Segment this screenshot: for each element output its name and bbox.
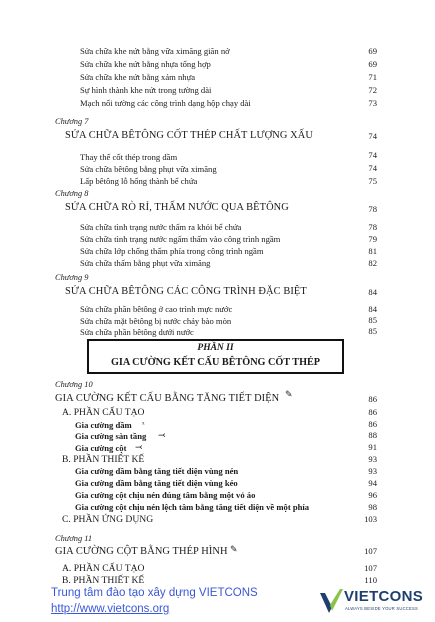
toc-entry-page: 75: [368, 176, 377, 186]
chapter-label: Chương 9: [55, 273, 89, 282]
handwritten-mark-icon: ✎: [230, 544, 238, 554]
toc-entry-page: 98: [368, 502, 377, 512]
toc-entry-page: 84: [368, 304, 377, 314]
chapter-heading: SỬA CHỮA BÊTÔNG CỐT THÉP CHẤT LƯỢNG XẤU: [65, 130, 313, 141]
chapter-label: Chương 7: [55, 117, 89, 126]
toc-entry-page: 91: [368, 442, 377, 452]
section-heading: B. PHẦN THIẾT KẾ: [62, 575, 145, 586]
toc-entry-text: Sửa chữa khe nứt bằng nhựa tổng hợp: [80, 59, 211, 69]
footer-org-link[interactable]: Trung tâm đào tạo xây dựng VIETCONS: [51, 587, 258, 599]
chapter-heading: GIA CƯỜNG CỘT BẰNG THÉP HÌNH: [55, 546, 228, 557]
toc-entry-page: 94: [368, 478, 377, 488]
toc-entry-text: Sửa chữa bêtông bằng phụt vữa ximăng: [80, 164, 217, 174]
toc-entry-page: 110: [364, 575, 377, 585]
toc-entry-page: 78: [368, 222, 377, 232]
toc-entry-page: 71: [368, 72, 377, 82]
chapter-heading: GIA CƯỜNG KẾT CẤU BẰNG TĂNG TIẾT DIỆN: [55, 393, 280, 404]
toc-entry-text: Sửa chữa phần bêtông dưới nước: [80, 327, 194, 337]
toc-entry-page: 74: [368, 163, 377, 173]
handwritten-mark-icon: ⤙: [158, 430, 166, 440]
toc-entry-text: Thay thế cốt thép trong dầm: [80, 152, 178, 162]
chapter-label: Chương 8: [55, 189, 89, 198]
part-title-box: [87, 339, 344, 374]
toc-entry-page: 93: [368, 466, 377, 476]
section-heading: C. PHẦN ỨNG DỤNG: [62, 514, 154, 525]
toc-entry-page: 86: [368, 419, 377, 429]
part-title: GIA CƯỜNG KẾT CẤU BÊTÔNG CỐT THÉP: [110, 357, 321, 368]
toc-entry-page: 84: [368, 287, 377, 297]
footer-url-link[interactable]: http://www.vietcons.org: [51, 603, 170, 615]
toc-entry-page: 103: [364, 514, 377, 524]
toc-entry-text: Sửa chữa thấm bằng phụt vữa ximăng: [80, 258, 211, 268]
toc-entry-text: Sửa chữa phần bêtông ở cao trình mực nước: [80, 304, 233, 314]
toc-entry-text: Sửa chữa khe nứt bằng vữa ximăng giãn nở: [80, 46, 230, 56]
toc-entry-page: 78: [368, 204, 377, 214]
toc-entry-text: Sửa chữa tình trạng nước ngấm thấm vào công trình ngầm: [80, 234, 281, 244]
toc-entry-page: 73: [368, 98, 377, 108]
toc-entry-page: 86: [368, 394, 377, 404]
part-label: PHẦN II: [197, 343, 234, 353]
toc-entry-text: Gia cường dầm bằng tăng tiết diện vùng kéo: [75, 478, 238, 488]
toc-entry-page: 85: [368, 315, 377, 325]
section-heading: B. PHẦN THIẾT KẾ: [62, 454, 145, 465]
toc-entry-page: 86: [368, 407, 377, 417]
toc-entry-text: Sửa chữa tình trạng nước thấm ra khỏi bể chứa: [80, 222, 242, 232]
toc-entry-page: 88: [368, 430, 377, 440]
chapter-heading: SỬA CHỮA BÊTÔNG CÁC CÔNG TRÌNH ĐẶC BIỆT: [65, 286, 307, 297]
toc-entry-text: Gia cường cột chịu nén lệch tâm bằng tăng tiết diện về một phía: [75, 502, 310, 512]
logo-wordmark: VIETCONS: [344, 588, 424, 605]
section-heading: A. PHẦN CẤU TẠO: [62, 563, 145, 574]
toc-entry-text: Gia cường dầm bằng tăng tiết diện vùng nén: [75, 466, 239, 476]
toc-entry-text: Lấp bêtông lỗ hổng thành bể chứa: [80, 176, 198, 186]
toc-entry-text: Mạch nối tường các công trình dạng hộp chạy dài: [80, 98, 251, 108]
toc-entry-page: 79: [368, 234, 377, 244]
handwritten-mark-icon: ✎: [285, 389, 293, 399]
handwritten-mark-icon: ⤙: [135, 442, 143, 452]
toc-entry-text: Gia cường cột chịu nén đúng tâm bằng một vỏ áo: [75, 490, 256, 500]
toc-entry-page: 74: [368, 150, 377, 160]
toc-entry-page: 93: [368, 454, 377, 464]
toc-entry-text: Gia cường dầm: [75, 420, 132, 430]
toc-entry-text: Gia cường sàn tầng: [75, 431, 147, 441]
toc-entry-page: 85: [368, 326, 377, 336]
vietcons-logo: [318, 585, 430, 619]
toc-entry-text: Sửa chữa mặt bêtông bị nước chảy bào mòn: [80, 316, 232, 326]
logo-tagline: ALWAYS BESIDE YOUR SUCCESS: [345, 606, 418, 611]
chapter-label: Chương 11: [55, 534, 93, 543]
toc-entry-text: Gia cường cột: [75, 443, 127, 453]
toc-entry-page: 74: [368, 131, 377, 141]
toc-entry-page: 72: [368, 85, 377, 95]
toc-entry-page: 82: [368, 258, 377, 268]
toc-entry-page: 96: [368, 490, 377, 500]
chapter-label: Chương 10: [55, 380, 93, 389]
toc-entry-page: 81: [368, 246, 377, 256]
chapter-heading: SỬA CHỮA RÒ RỈ, THẤM NƯỚC QUA BÊTÔNG: [65, 202, 289, 213]
handwritten-mark-icon: ˣ: [142, 419, 145, 429]
toc-entry-page: 69: [368, 46, 377, 56]
section-heading: A. PHẦN CẤU TẠO: [62, 407, 145, 418]
toc-entry-page: 69: [368, 59, 377, 69]
toc-entry-page: 107: [364, 563, 377, 573]
toc-entry-text: Sửa chữa lớp chống thấm phía trong công trình ngầm: [80, 246, 264, 256]
vietcons-logo-icon: [318, 587, 344, 617]
toc-entry-text: Sửa chữa khe nứt bằng xảm nhựa: [80, 72, 196, 82]
toc-entry-page: 107: [364, 546, 377, 556]
toc-entry-text: Sự hình thành khe nứt trong tường dài: [80, 85, 212, 95]
